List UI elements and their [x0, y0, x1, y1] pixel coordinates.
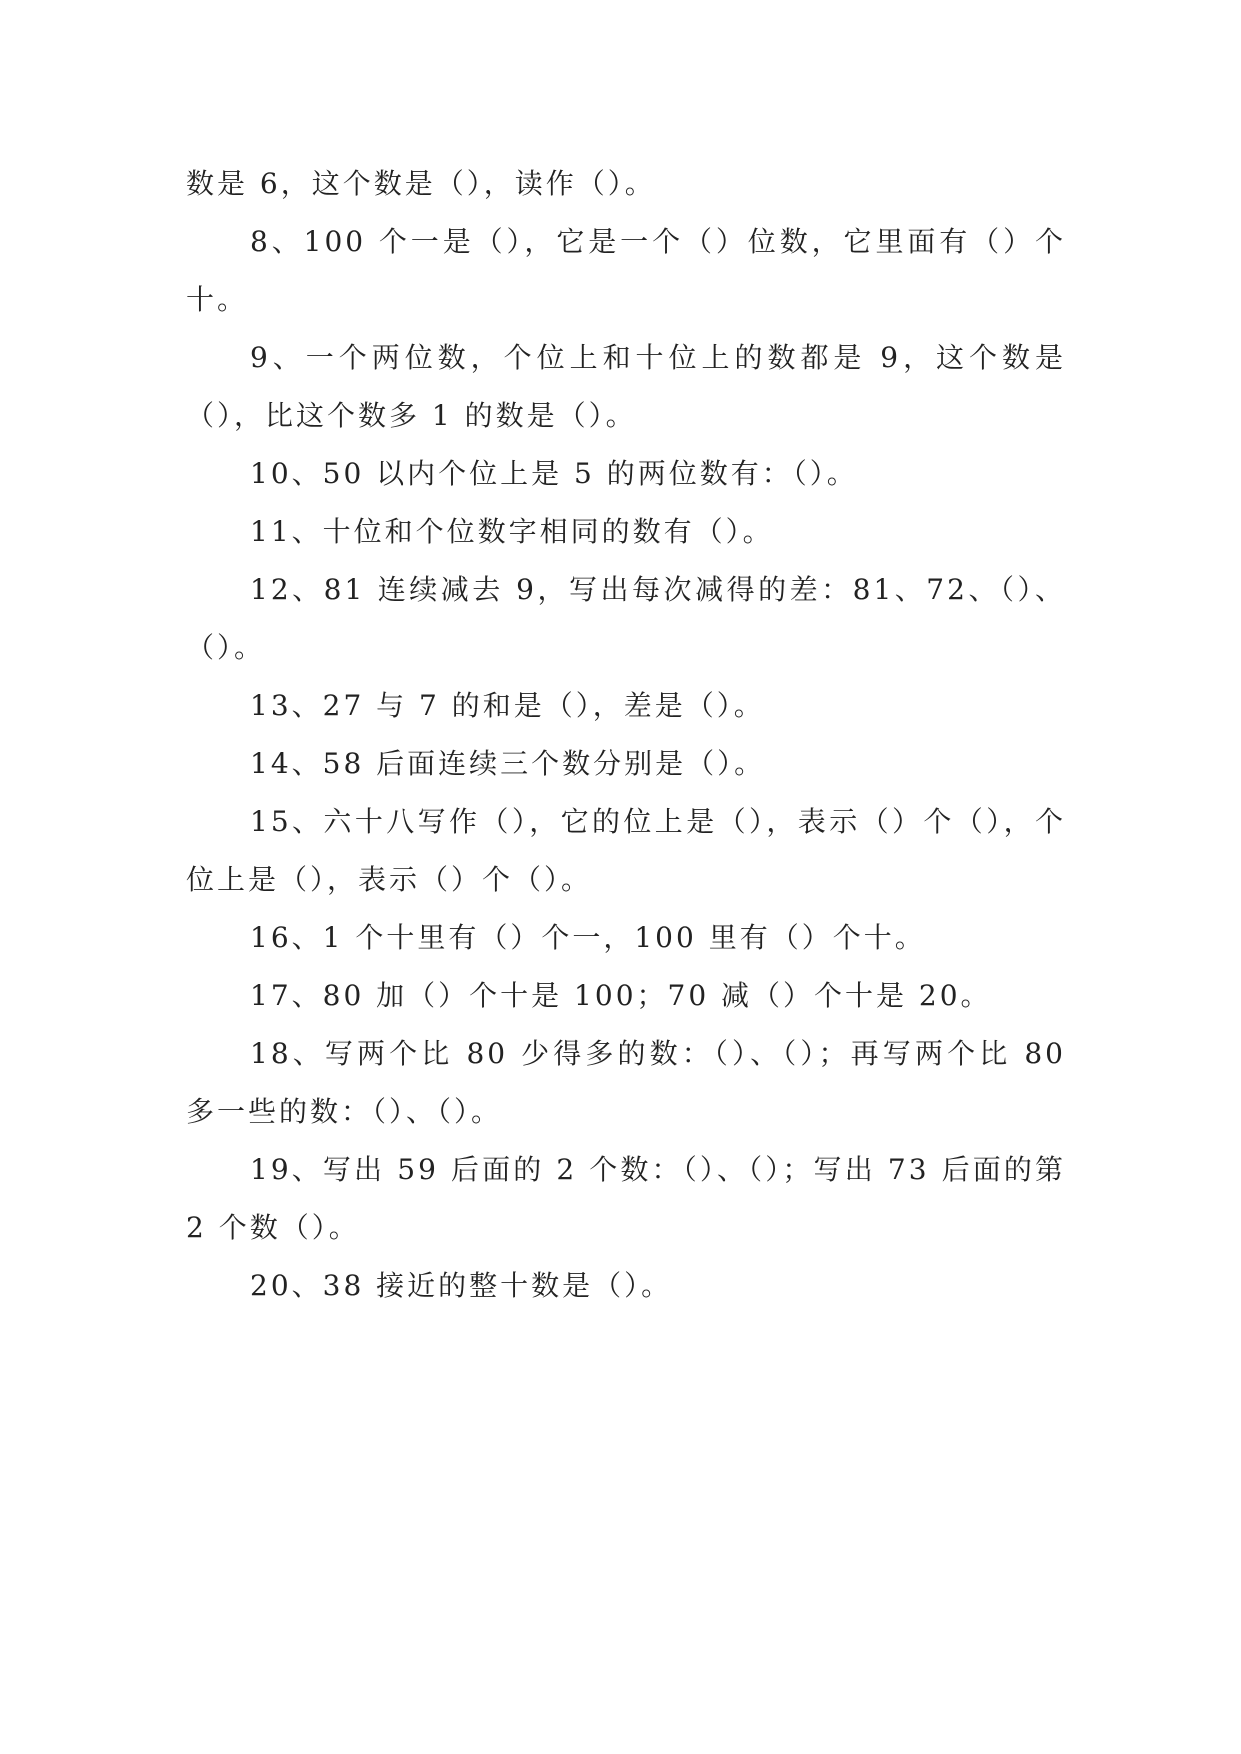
question-18: 18、写两个比 80 少得多的数：（）、（）；再写两个比 80 多一些的数：（）、（）。	[186, 1037, 1066, 1128]
question-19: 19、写出 59 后面的 2 个数：（）、（）；写出 73 后面的第 2 个数（）。	[186, 1153, 1066, 1244]
question-20: 20、38 接近的整十数是（）。	[250, 1269, 673, 1302]
question-8: 8、100 个一是（），它是一个（）位数，它里面有（）个十。	[186, 225, 1066, 316]
question-16: 16、1 个十里有（）个一，100 里有（）个十。	[250, 921, 926, 954]
continuation-text: 数是 6，这个数是（），读作（）。	[186, 167, 656, 200]
question-12: 12、81 连续减去 9，写出每次减得的差：81、72、（）、（）。	[186, 573, 1066, 664]
question-17: 17、80 加（）个十是 100；70 减（）个十是 20。	[250, 979, 992, 1012]
question-15: 15、六十八写作（），它的位上是（），表示（）个（），个位上是（），表示（）个（）。	[186, 805, 1066, 896]
document-body	[186, 155, 1066, 1315]
question-9: 9、一个两位数，个位上和十位上的数都是 9，这个数是（），比这个数多 1 的数是（）。	[186, 341, 1066, 432]
question-14: 14、58 后面连续三个数分别是（）。	[250, 747, 766, 780]
question-13: 13、27 与 7 的和是（），差是（）。	[250, 689, 765, 722]
question-10: 10、50 以内个位上是 5 的两位数有：（）。	[250, 457, 858, 490]
question-11: 11、十位和个位数字相同的数有（）。	[250, 515, 774, 548]
